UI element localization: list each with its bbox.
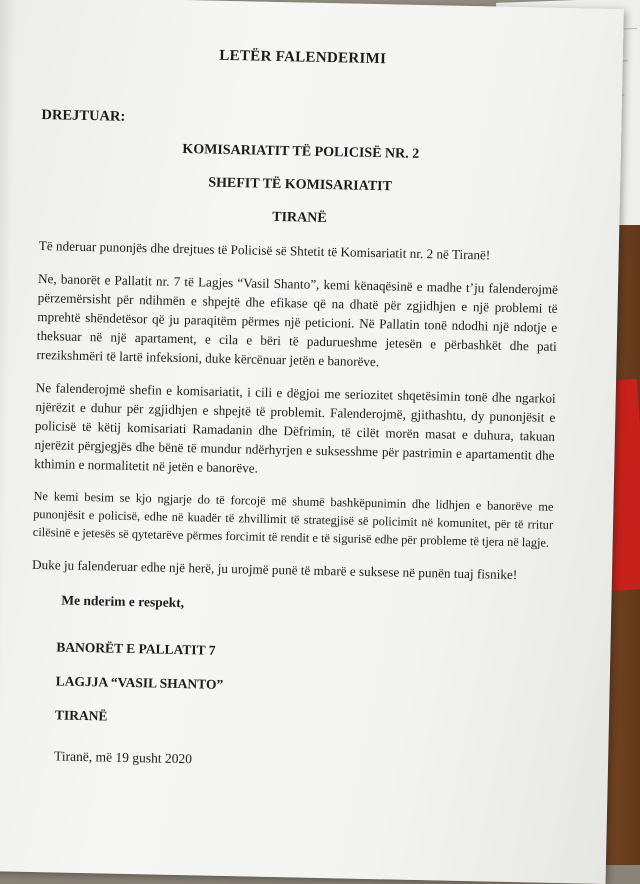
signoff: Me nderim e respekt, bbox=[61, 592, 185, 611]
signature-line: LAGJJA “VASIL SHANTO” bbox=[55, 673, 224, 692]
recipient-line: SHEFIT TË KOMISARIATIT bbox=[208, 175, 393, 195]
signature-line: TIRANË bbox=[54, 707, 108, 724]
paragraph: Ne, banorët e Pallatit nr. 7 të Lagjes “Vasil Shanto”, kemi kënaqësinë e madhe t’ju falenderojmë përzemërsisht për ndihmën e shpejtë dhe efikase që na dhatë për zgjidhjen e një problemi të mprehtë shëndetësor që ju paraqitëm përmes një peticioni. Në Pallatin tonë ndodhi një ndotje e theksuar në një apartament, e cila e bëri të padurueshme jetesën e përbashkët dhe pati rrezikshmëri të lartë infeksioni, duke kërcënuar jetën e banorëve. bbox=[36, 270, 559, 370]
recipient-line: KOMISARIATIT TË POLICISË NR. 2 bbox=[182, 141, 420, 162]
letter-body bbox=[28, 43, 563, 776]
letter-title: LETËR FALENDERIMI bbox=[219, 47, 387, 68]
signature-line: BANORËT E PALLATIT 7 bbox=[56, 639, 216, 658]
paragraph: Ne kemi besim se kjo ngjarje do të forcojë më shumë bashkëpunimin dhe lidhjen e banorëve me punonjësit e policisë, edhe në kuadër të zhvillimit të strategjisë së policimit në komunitet, për të rritur cilësinë e jetesës së qytetarëve përmes forcimit të rendit e të sigurisë edhe për probleme të tjera në lagje. bbox=[32, 488, 554, 550]
recipient-line: TIRANË bbox=[272, 209, 327, 227]
greeting: Të nderuar punonjës dhe drejtues të Policisë së Shtetit të Komisariatit nr. 2 në Tiranë! bbox=[38, 237, 491, 263]
paragraph: Ne falenderojmë shefin e komisariatit, i cili e dëgjoi me seriozitet shqetësimin tonë dhe ngarkoi njërëzit e duhur për zgjidhjen e shpejtë të problemit. Falenderojmë, gjithashtu, dy punonjësit e policisë të këtij komisariati Ramadanin dhe Dëfrimin, të cilët morën masat e duhura, takuan njerëzit përgjegjës dhe bënë të mundur ndërhyrjen e suksesshme për pastrimin e apartamentit dhe kthimin e normalitetit në jetën e banorëve. bbox=[34, 379, 556, 476]
paper-shadow bbox=[0, 0, 16, 871]
closing-line: Duke ju falenderuar edhe një herë, ju urojmë punë të mbarë e suksese në punën tuaj fisnike! bbox=[31, 556, 518, 583]
addressed-to-label: DREJTUAR: bbox=[41, 107, 126, 125]
letter-date: Tiranë, më 19 gusht 2020 bbox=[53, 748, 193, 767]
